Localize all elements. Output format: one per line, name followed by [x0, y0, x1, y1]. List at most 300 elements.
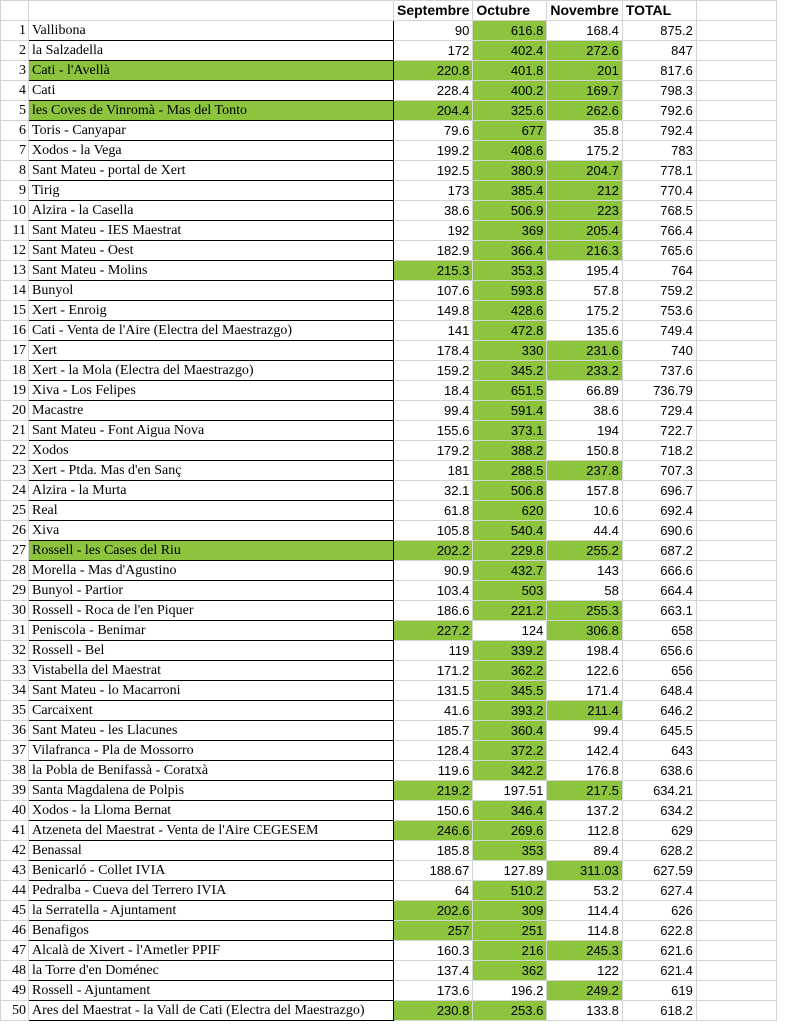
station-name-cell[interactable]: Sant Mateu - IES Maestrat [29, 221, 394, 241]
empty-cell[interactable] [696, 421, 776, 441]
station-name-cell[interactable]: Cati [29, 81, 394, 101]
octubre-cell[interactable]: 506.8 [473, 481, 547, 501]
novembre-cell[interactable]: 195.4 [547, 261, 622, 281]
header-septembre[interactable]: Septembre [394, 1, 473, 21]
septembre-cell[interactable]: 227.2 [394, 621, 473, 641]
total-cell[interactable]: 634.21 [622, 781, 696, 801]
septembre-cell[interactable]: 149.8 [394, 301, 473, 321]
novembre-cell[interactable]: 306.8 [547, 621, 622, 641]
novembre-cell[interactable]: 201 [547, 61, 622, 81]
empty-cell[interactable] [696, 681, 776, 701]
row-number[interactable]: 4 [1, 81, 29, 101]
total-cell[interactable]: 770.4 [622, 181, 696, 201]
octubre-cell[interactable]: 342.2 [473, 761, 547, 781]
novembre-cell[interactable]: 176.8 [547, 761, 622, 781]
septembre-cell[interactable]: 199.2 [394, 141, 473, 161]
empty-cell[interactable] [696, 1001, 776, 1021]
station-name-cell[interactable]: Rossell - Roca de l'en Piquer [29, 601, 394, 621]
empty-cell[interactable] [696, 781, 776, 801]
empty-cell[interactable] [696, 481, 776, 501]
row-number[interactable]: 31 [1, 621, 29, 641]
total-cell[interactable]: 759.2 [622, 281, 696, 301]
octubre-cell[interactable]: 360.4 [473, 721, 547, 741]
total-cell[interactable]: 718.2 [622, 441, 696, 461]
row-number[interactable]: 8 [1, 161, 29, 181]
novembre-cell[interactable]: 112.8 [547, 821, 622, 841]
station-name-cell[interactable]: Benassal [29, 841, 394, 861]
empty-cell[interactable] [696, 501, 776, 521]
total-cell[interactable]: 749.4 [622, 321, 696, 341]
novembre-cell[interactable]: 255.2 [547, 541, 622, 561]
novembre-cell[interactable]: 157.8 [547, 481, 622, 501]
row-number[interactable]: 13 [1, 261, 29, 281]
total-cell[interactable]: 753.6 [622, 301, 696, 321]
octubre-cell[interactable]: 428.6 [473, 301, 547, 321]
septembre-cell[interactable]: 32.1 [394, 481, 473, 501]
empty-cell[interactable] [696, 721, 776, 741]
empty-cell[interactable] [696, 881, 776, 901]
octubre-cell[interactable]: 366.4 [473, 241, 547, 261]
empty-cell[interactable] [696, 821, 776, 841]
octubre-cell[interactable]: 339.2 [473, 641, 547, 661]
octubre-cell[interactable]: 345.2 [473, 361, 547, 381]
row-number[interactable]: 12 [1, 241, 29, 261]
novembre-cell[interactable]: 114.4 [547, 901, 622, 921]
station-name-cell[interactable]: la Serratella - Ajuntament [29, 901, 394, 921]
station-name-cell[interactable]: Bunyol [29, 281, 394, 301]
empty-cell[interactable] [696, 841, 776, 861]
novembre-cell[interactable]: 168.4 [547, 21, 622, 41]
septembre-cell[interactable]: 38.6 [394, 201, 473, 221]
row-number[interactable]: 42 [1, 841, 29, 861]
total-cell[interactable]: 764 [622, 261, 696, 281]
septembre-cell[interactable]: 141 [394, 321, 473, 341]
total-cell[interactable]: 618.2 [622, 1001, 696, 1021]
row-number[interactable]: 33 [1, 661, 29, 681]
novembre-cell[interactable]: 245.3 [547, 941, 622, 961]
row-number[interactable]: 23 [1, 461, 29, 481]
empty-cell[interactable] [696, 41, 776, 61]
novembre-cell[interactable]: 57.8 [547, 281, 622, 301]
septembre-cell[interactable]: 150.6 [394, 801, 473, 821]
octubre-cell[interactable]: 197.51 [473, 781, 547, 801]
novembre-cell[interactable]: 171.4 [547, 681, 622, 701]
octubre-cell[interactable]: 540.4 [473, 521, 547, 541]
empty-cell[interactable] [696, 961, 776, 981]
novembre-cell[interactable]: 44.4 [547, 521, 622, 541]
empty-cell[interactable] [696, 901, 776, 921]
station-name-cell[interactable]: Vistabella del Maestrat [29, 661, 394, 681]
row-number[interactable]: 30 [1, 601, 29, 621]
station-name-cell[interactable]: la Salzadella [29, 41, 394, 61]
station-name-cell[interactable]: Vilafranca - Pla de Mossorro [29, 741, 394, 761]
novembre-cell[interactable]: 99.4 [547, 721, 622, 741]
total-cell[interactable]: 692.4 [622, 501, 696, 521]
septembre-cell[interactable]: 119.6 [394, 761, 473, 781]
total-cell[interactable]: 792.4 [622, 121, 696, 141]
octubre-cell[interactable]: 369 [473, 221, 547, 241]
total-cell[interactable]: 627.4 [622, 881, 696, 901]
row-number[interactable]: 48 [1, 961, 29, 981]
empty-cell[interactable] [696, 261, 776, 281]
novembre-cell[interactable]: 212 [547, 181, 622, 201]
septembre-cell[interactable]: 204.4 [394, 101, 473, 121]
row-number[interactable]: 49 [1, 981, 29, 1001]
septembre-cell[interactable]: 192 [394, 221, 473, 241]
empty-cell[interactable] [696, 161, 776, 181]
empty-cell[interactable] [696, 381, 776, 401]
row-number[interactable]: 38 [1, 761, 29, 781]
row-number[interactable]: 21 [1, 421, 29, 441]
total-cell[interactable]: 737.6 [622, 361, 696, 381]
septembre-cell[interactable]: 105.8 [394, 521, 473, 541]
novembre-cell[interactable]: 272.6 [547, 41, 622, 61]
row-number[interactable]: 46 [1, 921, 29, 941]
empty-cell[interactable] [696, 1, 776, 21]
total-cell[interactable]: 621.6 [622, 941, 696, 961]
station-name-cell[interactable]: Peniscola - Benimar [29, 621, 394, 641]
octubre-cell[interactable]: 373.1 [473, 421, 547, 441]
total-cell[interactable]: 664.4 [622, 581, 696, 601]
septembre-cell[interactable]: 230.8 [394, 1001, 473, 1021]
station-name-cell[interactable]: Rossell - les Cases del Riu [29, 541, 394, 561]
octubre-cell[interactable]: 616.8 [473, 21, 547, 41]
station-name-cell[interactable]: Xert - Enroig [29, 301, 394, 321]
total-cell[interactable]: 687.2 [622, 541, 696, 561]
total-cell[interactable]: 643 [622, 741, 696, 761]
octubre-cell[interactable]: 253.6 [473, 1001, 547, 1021]
station-name-cell[interactable]: Alzira - la Murta [29, 481, 394, 501]
septembre-cell[interactable]: 219.2 [394, 781, 473, 801]
total-cell[interactable]: 648.4 [622, 681, 696, 701]
octubre-cell[interactable]: 221.2 [473, 601, 547, 621]
total-cell[interactable]: 740 [622, 341, 696, 361]
total-cell[interactable]: 766.4 [622, 221, 696, 241]
station-name-cell[interactable]: Tirig [29, 181, 394, 201]
station-name-cell[interactable]: Xert - la Mola (Electra del Maestrazgo) [29, 361, 394, 381]
station-name-cell[interactable]: Pedralba - Cueva del Terrero IVIA [29, 881, 394, 901]
total-cell[interactable]: 634.2 [622, 801, 696, 821]
septembre-cell[interactable]: 90.9 [394, 561, 473, 581]
octubre-cell[interactable]: 432.7 [473, 561, 547, 581]
header-octubre[interactable]: Octubre [473, 1, 547, 21]
row-number[interactable]: 44 [1, 881, 29, 901]
septembre-cell[interactable]: 220.8 [394, 61, 473, 81]
empty-cell[interactable] [696, 201, 776, 221]
total-cell[interactable]: 626 [622, 901, 696, 921]
total-cell[interactable]: 628.2 [622, 841, 696, 861]
station-name-cell[interactable]: Xodos - la Lloma Bernat [29, 801, 394, 821]
total-cell[interactable]: 768.5 [622, 201, 696, 221]
empty-cell[interactable] [696, 521, 776, 541]
septembre-cell[interactable]: 215.3 [394, 261, 473, 281]
empty-cell[interactable] [696, 941, 776, 961]
novembre-cell[interactable]: 311.03 [547, 861, 622, 881]
septembre-cell[interactable]: 173.6 [394, 981, 473, 1001]
octubre-cell[interactable]: 591.4 [473, 401, 547, 421]
novembre-cell[interactable]: 255.3 [547, 601, 622, 621]
total-cell[interactable]: 619 [622, 981, 696, 1001]
octubre-cell[interactable]: 393.2 [473, 701, 547, 721]
empty-cell[interactable] [696, 741, 776, 761]
station-name-cell[interactable]: Alzira - la Casella [29, 201, 394, 221]
row-number[interactable]: 10 [1, 201, 29, 221]
station-name-cell[interactable]: la Pobla de Benifassà - Coratxà [29, 761, 394, 781]
row-number[interactable]: 14 [1, 281, 29, 301]
septembre-cell[interactable]: 173 [394, 181, 473, 201]
station-name-cell[interactable]: Xert [29, 341, 394, 361]
septembre-cell[interactable]: 79.6 [394, 121, 473, 141]
empty-cell[interactable] [696, 81, 776, 101]
station-name-cell[interactable]: Alcalà de Xivert - l'Ametler PPIF [29, 941, 394, 961]
octubre-cell[interactable]: 124 [473, 621, 547, 641]
total-cell[interactable]: 666.6 [622, 561, 696, 581]
empty-cell[interactable] [696, 601, 776, 621]
row-number[interactable]: 20 [1, 401, 29, 421]
row-number[interactable]: 37 [1, 741, 29, 761]
total-cell[interactable]: 621.4 [622, 961, 696, 981]
total-cell[interactable]: 696.7 [622, 481, 696, 501]
row-number[interactable]: 43 [1, 861, 29, 881]
novembre-cell[interactable]: 262.6 [547, 101, 622, 121]
row-number[interactable]: 3 [1, 61, 29, 81]
total-cell[interactable]: 765.6 [622, 241, 696, 261]
total-cell[interactable]: 656 [622, 661, 696, 681]
empty-cell[interactable] [696, 181, 776, 201]
septembre-cell[interactable]: 246.6 [394, 821, 473, 841]
septembre-cell[interactable]: 64 [394, 881, 473, 901]
station-name-cell[interactable]: les Coves de Vinromà - Mas del Tonto [29, 101, 394, 121]
empty-cell[interactable] [696, 101, 776, 121]
octubre-cell[interactable]: 472.8 [473, 321, 547, 341]
total-cell[interactable]: 722.7 [622, 421, 696, 441]
octubre-cell[interactable]: 401.8 [473, 61, 547, 81]
septembre-cell[interactable]: 178.4 [394, 341, 473, 361]
novembre-cell[interactable]: 142.4 [547, 741, 622, 761]
septembre-cell[interactable]: 160.3 [394, 941, 473, 961]
novembre-cell[interactable]: 122 [547, 961, 622, 981]
septembre-cell[interactable]: 61.8 [394, 501, 473, 521]
station-name-cell[interactable]: Cati - Venta de l'Aire (Electra del Maestrazgo) [29, 321, 394, 341]
novembre-cell[interactable]: 58 [547, 581, 622, 601]
empty-cell[interactable] [696, 301, 776, 321]
septembre-cell[interactable]: 137.4 [394, 961, 473, 981]
novembre-cell[interactable]: 205.4 [547, 221, 622, 241]
row-number[interactable]: 36 [1, 721, 29, 741]
octubre-cell[interactable]: 620 [473, 501, 547, 521]
octubre-cell[interactable]: 216 [473, 941, 547, 961]
empty-cell[interactable] [696, 281, 776, 301]
empty-cell[interactable] [696, 361, 776, 381]
novembre-cell[interactable]: 198.4 [547, 641, 622, 661]
octubre-cell[interactable]: 593.8 [473, 281, 547, 301]
row-number[interactable]: 17 [1, 341, 29, 361]
octubre-cell[interactable]: 510.2 [473, 881, 547, 901]
station-name-cell[interactable]: Atzeneta del Maestrat - Venta de l'Aire CEGESEM [29, 821, 394, 841]
empty-cell[interactable] [696, 801, 776, 821]
novembre-cell[interactable]: 143 [547, 561, 622, 581]
octubre-cell[interactable]: 353.3 [473, 261, 547, 281]
septembre-cell[interactable]: 172 [394, 41, 473, 61]
station-name-cell[interactable]: Santa Magdalena de Polpis [29, 781, 394, 801]
septembre-cell[interactable]: 90 [394, 21, 473, 41]
row-number[interactable]: 35 [1, 701, 29, 721]
octubre-cell[interactable]: 127.89 [473, 861, 547, 881]
octubre-cell[interactable]: 309 [473, 901, 547, 921]
octubre-cell[interactable]: 330 [473, 341, 547, 361]
station-name-cell[interactable]: Benicarló - Collet IVIA [29, 861, 394, 881]
row-number[interactable]: 25 [1, 501, 29, 521]
empty-cell[interactable] [696, 121, 776, 141]
septembre-cell[interactable]: 188.67 [394, 861, 473, 881]
octubre-cell[interactable]: 400.2 [473, 81, 547, 101]
empty-cell[interactable] [696, 581, 776, 601]
station-name-cell[interactable]: Xodos [29, 441, 394, 461]
station-name-cell[interactable]: Sant Mateu - Font Aigua Nova [29, 421, 394, 441]
octubre-cell[interactable]: 506.9 [473, 201, 547, 221]
octubre-cell[interactable]: 345.5 [473, 681, 547, 701]
station-name-cell[interactable]: Sant Mateu - les Llacunes [29, 721, 394, 741]
total-cell[interactable]: 656.6 [622, 641, 696, 661]
empty-cell[interactable] [696, 21, 776, 41]
station-name-cell[interactable]: Xiva [29, 521, 394, 541]
empty-cell[interactable] [696, 701, 776, 721]
novembre-cell[interactable]: 249.2 [547, 981, 622, 1001]
row-number[interactable]: 22 [1, 441, 29, 461]
row-number[interactable]: 34 [1, 681, 29, 701]
novembre-cell[interactable]: 204.7 [547, 161, 622, 181]
row-number[interactable]: 7 [1, 141, 29, 161]
station-name-cell[interactable]: Vallibona [29, 21, 394, 41]
novembre-cell[interactable]: 10.6 [547, 501, 622, 521]
octubre-cell[interactable]: 388.2 [473, 441, 547, 461]
station-name-cell[interactable]: Morella - Mas d'Agustino [29, 561, 394, 581]
septembre-cell[interactable]: 192.5 [394, 161, 473, 181]
station-name-cell[interactable]: Sant Mateu - lo Macarroni [29, 681, 394, 701]
empty-cell[interactable] [696, 861, 776, 881]
row-number[interactable]: 1 [1, 21, 29, 41]
septembre-cell[interactable]: 228.4 [394, 81, 473, 101]
empty-cell[interactable] [696, 141, 776, 161]
septembre-cell[interactable]: 128.4 [394, 741, 473, 761]
row-number[interactable]: 28 [1, 561, 29, 581]
total-cell[interactable]: 622.8 [622, 921, 696, 941]
septembre-cell[interactable]: 103.4 [394, 581, 473, 601]
septembre-cell[interactable]: 18.4 [394, 381, 473, 401]
station-name-cell[interactable]: Macastre [29, 401, 394, 421]
septembre-cell[interactable]: 181 [394, 461, 473, 481]
empty-cell[interactable] [696, 61, 776, 81]
septembre-cell[interactable]: 107.6 [394, 281, 473, 301]
octubre-cell[interactable]: 402.4 [473, 41, 547, 61]
total-cell[interactable]: 798.3 [622, 81, 696, 101]
empty-cell[interactable] [696, 241, 776, 261]
novembre-cell[interactable]: 194 [547, 421, 622, 441]
empty-cell[interactable] [696, 641, 776, 661]
septembre-cell[interactable]: 179.2 [394, 441, 473, 461]
septembre-cell[interactable]: 171.2 [394, 661, 473, 681]
station-name-cell[interactable]: Xiva - Los Felipes [29, 381, 394, 401]
row-number[interactable]: 6 [1, 121, 29, 141]
row-number[interactable]: 32 [1, 641, 29, 661]
octubre-cell[interactable]: 380.9 [473, 161, 547, 181]
total-cell[interactable]: 690.6 [622, 521, 696, 541]
row-number[interactable]: 16 [1, 321, 29, 341]
septembre-cell[interactable]: 202.6 [394, 901, 473, 921]
novembre-cell[interactable]: 237.8 [547, 461, 622, 481]
novembre-cell[interactable]: 211.4 [547, 701, 622, 721]
septembre-cell[interactable]: 41.6 [394, 701, 473, 721]
header-total[interactable]: TOTAL [622, 1, 696, 21]
octubre-cell[interactable]: 372.2 [473, 741, 547, 761]
octubre-cell[interactable]: 196.2 [473, 981, 547, 1001]
total-cell[interactable]: 658 [622, 621, 696, 641]
empty-cell[interactable] [696, 561, 776, 581]
novembre-cell[interactable]: 135.6 [547, 321, 622, 341]
novembre-cell[interactable]: 231.6 [547, 341, 622, 361]
novembre-cell[interactable]: 122.6 [547, 661, 622, 681]
empty-cell[interactable] [696, 321, 776, 341]
novembre-cell[interactable]: 217.5 [547, 781, 622, 801]
septembre-cell[interactable]: 99.4 [394, 401, 473, 421]
row-number[interactable]: 24 [1, 481, 29, 501]
total-cell[interactable]: 638.6 [622, 761, 696, 781]
novembre-cell[interactable]: 114.8 [547, 921, 622, 941]
station-name-cell[interactable]: Sant Mateu - portal de Xert [29, 161, 394, 181]
row-number[interactable]: 9 [1, 181, 29, 201]
octubre-cell[interactable]: 251 [473, 921, 547, 941]
octubre-cell[interactable]: 362 [473, 961, 547, 981]
novembre-cell[interactable]: 137.2 [547, 801, 622, 821]
station-name-cell[interactable]: Ares del Maestrat - la Vall de Cati (Electra del Maestrazgo) [29, 1001, 394, 1021]
septembre-cell[interactable]: 185.7 [394, 721, 473, 741]
station-name-cell[interactable]: Bunyol - Partior [29, 581, 394, 601]
row-number[interactable]: 41 [1, 821, 29, 841]
empty-cell[interactable] [696, 221, 776, 241]
novembre-cell[interactable]: 216.3 [547, 241, 622, 261]
novembre-cell[interactable]: 169.7 [547, 81, 622, 101]
station-name-cell[interactable]: Sant Mateu - Oest [29, 241, 394, 261]
total-cell[interactable]: 847 [622, 41, 696, 61]
empty-cell[interactable] [696, 661, 776, 681]
octubre-cell[interactable]: 346.4 [473, 801, 547, 821]
station-name-cell[interactable]: Sant Mateu - Molins [29, 261, 394, 281]
septembre-cell[interactable]: 155.6 [394, 421, 473, 441]
total-cell[interactable]: 736.79 [622, 381, 696, 401]
header-novembre[interactable]: Novembre [547, 1, 622, 21]
row-number[interactable]: 47 [1, 941, 29, 961]
empty-cell[interactable] [696, 761, 776, 781]
total-cell[interactable]: 646.2 [622, 701, 696, 721]
novembre-cell[interactable]: 89.4 [547, 841, 622, 861]
empty-cell[interactable] [696, 981, 776, 1001]
station-name-cell[interactable]: Benafigos [29, 921, 394, 941]
novembre-cell[interactable]: 175.2 [547, 301, 622, 321]
empty-cell[interactable] [696, 341, 776, 361]
empty-cell[interactable] [696, 541, 776, 561]
total-cell[interactable]: 778.1 [622, 161, 696, 181]
total-cell[interactable]: 663.1 [622, 601, 696, 621]
novembre-cell[interactable]: 150.8 [547, 441, 622, 461]
octubre-cell[interactable]: 385.4 [473, 181, 547, 201]
octubre-cell[interactable]: 503 [473, 581, 547, 601]
novembre-cell[interactable]: 38.6 [547, 401, 622, 421]
row-number[interactable]: 19 [1, 381, 29, 401]
octubre-cell[interactable]: 325.6 [473, 101, 547, 121]
novembre-cell[interactable]: 223 [547, 201, 622, 221]
total-cell[interactable]: 707.3 [622, 461, 696, 481]
octubre-cell[interactable]: 353 [473, 841, 547, 861]
